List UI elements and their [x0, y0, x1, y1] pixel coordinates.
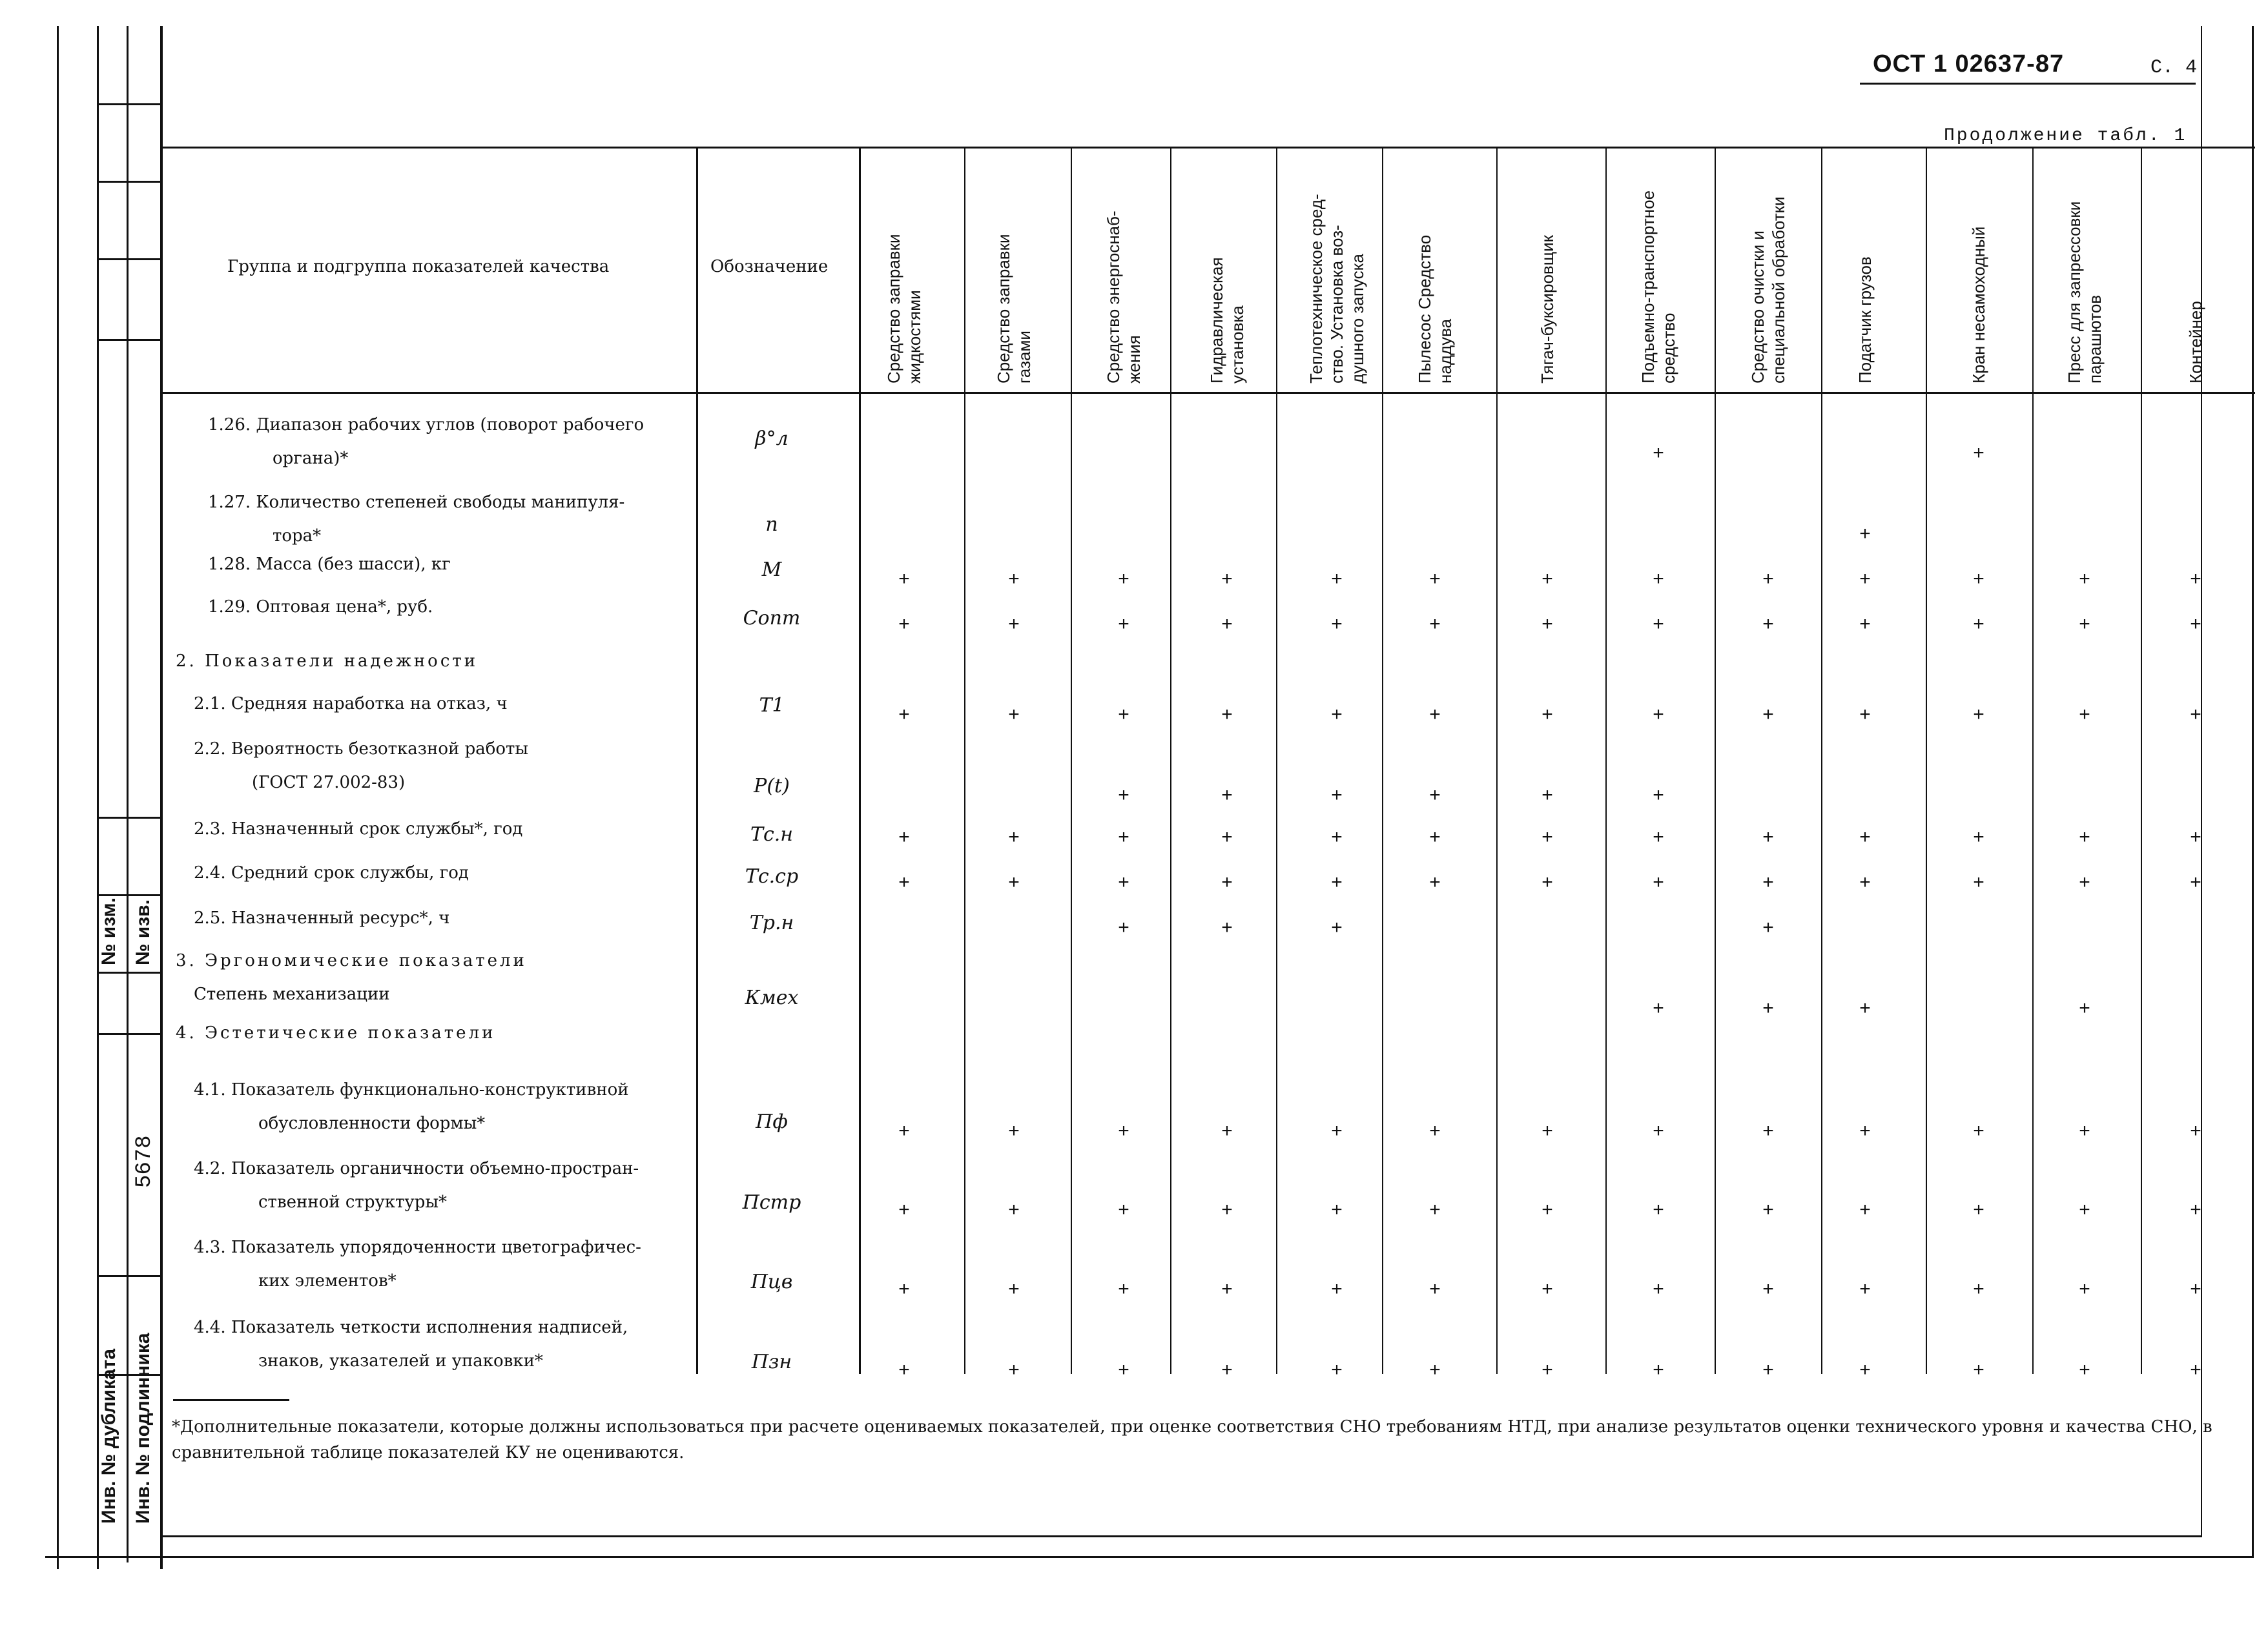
indicator-label	[194, 901, 449, 935]
indicator-label	[194, 687, 508, 721]
indicator-label	[194, 1231, 641, 1298]
column-header	[1306, 194, 1368, 384]
indicator-symbol: М	[761, 558, 782, 581]
applicability-mark: +	[1541, 568, 1553, 589]
applicability-mark: +	[1973, 826, 1984, 848]
applicability-mark: +	[1331, 1120, 1343, 1142]
column-divider	[1071, 147, 1072, 1374]
indicator-label-line: знаков, указателей и упаковки*	[258, 1351, 543, 1371]
applicability-mark: +	[1541, 1120, 1553, 1142]
table-top-rule	[163, 147, 2255, 149]
indicator-label-line: тора*	[273, 526, 322, 546]
document-code: ОСТ 1 02637-87	[1873, 50, 2065, 77]
applicability-mark: +	[1653, 704, 1664, 725]
applicability-mark: +	[1331, 1199, 1343, 1220]
column-header-line: Пресс для запрессовки	[2065, 201, 2084, 384]
column-divider	[1605, 147, 1607, 1374]
indicator-label-line: 2.3. Назначенный срок службы*, год	[194, 819, 523, 839]
column-header-line: жидкостями	[905, 290, 924, 384]
applicability-mark: +	[1118, 613, 1129, 635]
applicability-mark: +	[1859, 826, 1871, 848]
strip-label-orig: Инв. № подлинника	[132, 1333, 154, 1524]
column-header	[1968, 227, 1989, 384]
applicability-mark: +	[1331, 917, 1343, 938]
applicability-mark: +	[1653, 442, 1664, 464]
applicability-mark: +	[898, 1278, 910, 1300]
applicability-mark: +	[1762, 872, 1774, 893]
applicability-mark: +	[1541, 872, 1553, 893]
indicator-label	[208, 590, 433, 624]
column-divider	[696, 147, 698, 1374]
column-header-line: душного запуска	[1348, 253, 1367, 384]
footnote: *Дополнительные показатели, которые должны использоваться при расчете оцениваемых показателей, при оценке соответствия СНО требованиям НТД, при анализе результатов оценки технического уровня и качества СНО, в сравнительной таблице показателей КУ не оцениваются.	[172, 1417, 2212, 1462]
applicability-mark: +	[1541, 1199, 1553, 1220]
applicability-mark: +	[1653, 1199, 1664, 1220]
indicator-label-line: 4.4. Показатель четкости исполнения надписей,	[194, 1318, 628, 1337]
applicability-mark: +	[1429, 1120, 1441, 1142]
column-header-line: специальной обработки	[1769, 196, 1788, 384]
applicability-mark: +	[1008, 1120, 1020, 1142]
applicability-mark: +	[898, 568, 910, 589]
column-header-line: Контейнер	[2186, 301, 2205, 384]
applicability-mark: +	[1429, 1359, 1441, 1380]
indicator-label	[208, 408, 644, 475]
applicability-mark: +	[898, 1120, 910, 1142]
column-header-line: Средство заправки	[884, 234, 903, 384]
indicator-symbol: β°л	[755, 427, 789, 450]
indicator-label	[194, 812, 522, 846]
column-header-line: парашютов	[2085, 294, 2105, 384]
applicability-mark: +	[898, 1359, 910, 1380]
applicability-mark: +	[1973, 704, 1984, 725]
column-header	[993, 234, 1035, 384]
indicator-label-line: 2. Показатели надежности	[176, 651, 479, 671]
applicability-mark: +	[2190, 704, 2201, 725]
applicability-mark: +	[1762, 917, 1774, 938]
column-header	[1537, 235, 1558, 384]
indicator-label	[194, 856, 469, 890]
applicability-mark: +	[1859, 872, 1871, 893]
applicability-mark: +	[1859, 998, 1871, 1019]
applicability-mark: +	[1429, 568, 1441, 589]
indicator-label	[194, 1311, 628, 1378]
applicability-mark: +	[1331, 826, 1343, 848]
applicability-mark: +	[1429, 872, 1441, 893]
indicator-symbol: Сопт	[743, 607, 801, 630]
applicability-mark: +	[1653, 784, 1664, 806]
column-header	[883, 234, 925, 384]
applicability-mark: +	[1331, 568, 1343, 589]
frame-right	[2252, 26, 2254, 1558]
applicability-mark: +	[1541, 826, 1553, 848]
indicator-label	[194, 732, 528, 799]
applicability-mark: +	[1653, 1120, 1664, 1142]
column-header-line: Теплотехническое сред-	[1306, 194, 1326, 384]
table-header-rule	[163, 392, 2255, 394]
column-header	[1414, 235, 1456, 384]
indicator-label	[194, 1073, 629, 1140]
indicator-label-line: органа)*	[273, 449, 349, 468]
section-heading	[176, 1016, 495, 1050]
column-header-line: Гидравлическая	[1207, 257, 1226, 384]
applicability-mark: +	[1429, 613, 1441, 635]
indicator-label-line: 2.5. Назначенный ресурс*, ч	[194, 908, 450, 928]
column-header-line: Подъемно-транспортное	[1638, 190, 1658, 384]
applicability-mark: +	[1008, 568, 1020, 589]
applicability-mark: +	[1541, 704, 1553, 725]
applicability-mark: +	[2190, 613, 2201, 635]
applicability-mark: +	[1331, 784, 1343, 806]
applicability-mark: +	[1541, 784, 1553, 806]
applicability-mark: +	[2190, 1120, 2201, 1142]
applicability-mark: +	[1541, 613, 1553, 635]
strip-tick	[97, 103, 160, 105]
applicability-mark: +	[1762, 1359, 1774, 1380]
inventory-number: 5678	[132, 1135, 157, 1188]
strip-tick	[97, 972, 160, 974]
frame-bottom	[45, 1556, 2254, 1558]
continuation-note: Продолжение табл. 1	[1944, 126, 2187, 146]
strip-label-doc: № изв.	[132, 899, 154, 965]
column-header-line: Кран несамоходный	[1969, 226, 1988, 384]
applicability-mark: +	[1118, 784, 1129, 806]
column-header-line: жения	[1124, 335, 1144, 384]
section-heading	[176, 944, 527, 978]
applicability-mark: +	[1221, 1359, 1233, 1380]
applicability-mark: +	[1653, 826, 1664, 848]
applicability-mark: +	[1331, 1278, 1343, 1300]
applicability-mark: +	[1118, 1120, 1129, 1142]
applicability-mark: +	[898, 613, 910, 635]
applicability-mark: +	[1008, 1359, 1020, 1380]
indicator-label-line: обусловленности формы*	[258, 1114, 486, 1133]
applicability-mark: +	[1008, 1278, 1020, 1300]
applicability-mark: +	[898, 1199, 910, 1220]
applicability-mark: +	[1859, 613, 1871, 635]
applicability-mark: +	[1429, 826, 1441, 848]
applicability-mark: +	[2079, 568, 2090, 589]
column-header-line: Податчик грузов	[1855, 256, 1875, 384]
applicability-mark: +	[1973, 1278, 1984, 1300]
applicability-mark: +	[2079, 1278, 2090, 1300]
applicability-mark: +	[2079, 1120, 2090, 1142]
applicability-mark: +	[1859, 1359, 1871, 1380]
applicability-mark: +	[2190, 826, 2201, 848]
applicability-mark: +	[1973, 568, 1984, 589]
applicability-mark: +	[1429, 1278, 1441, 1300]
applicability-mark: +	[898, 826, 910, 848]
strip-outer-line	[57, 26, 59, 1569]
applicability-mark: +	[1008, 704, 1020, 725]
applicability-mark: +	[1973, 1359, 1984, 1380]
applicability-mark: +	[1653, 568, 1664, 589]
applicability-mark: +	[2079, 1199, 2090, 1220]
section-heading	[176, 644, 478, 678]
indicator-label-line: 1.28. Масса (без шасси), кг	[208, 555, 451, 574]
column-header-line: средство	[1659, 312, 1678, 384]
column-header-line: газами	[1015, 331, 1034, 384]
page-number: С. 4	[2150, 57, 2198, 79]
column-divider	[1276, 147, 1277, 1374]
applicability-mark: +	[1118, 568, 1129, 589]
strip-tick	[97, 894, 160, 896]
applicability-mark: +	[1118, 826, 1129, 848]
applicability-mark: +	[1653, 872, 1664, 893]
indicator-label-line: 4.2. Показатель органичности объемно-простран-	[194, 1159, 639, 1178]
column-header	[1206, 257, 1248, 384]
applicability-mark: +	[1973, 1199, 1984, 1220]
applicability-mark: +	[1429, 704, 1441, 725]
applicability-mark: +	[1221, 704, 1233, 725]
indicator-label-line: 2.4. Средний срок службы, год	[194, 863, 469, 883]
applicability-mark: +	[2079, 613, 2090, 635]
indicator-label-line: 2.1. Средняя наработка на отказ, ч	[194, 694, 508, 713]
applicability-mark: +	[1008, 613, 1020, 635]
indicator-symbol: Т1	[759, 694, 785, 717]
applicability-mark: +	[1008, 872, 1020, 893]
indicator-label-line: ственной структуры*	[258, 1193, 448, 1212]
applicability-mark: +	[1331, 1359, 1343, 1380]
indicator-label-line: Степень механизации	[194, 985, 390, 1004]
strip-tick	[97, 1275, 160, 1277]
applicability-mark: +	[898, 704, 910, 725]
applicability-mark: +	[2190, 1199, 2201, 1220]
column-header	[1747, 196, 1789, 384]
applicability-mark: +	[1859, 523, 1871, 544]
indicator-label-line: 1.29. Оптовая цена*, руб.	[208, 597, 433, 617]
column-header-line: Средство очистки и	[1748, 230, 1768, 384]
applicability-mark: +	[1762, 1278, 1774, 1300]
column-header-line: Тягач-буксировщик	[1538, 234, 1557, 384]
applicability-mark: +	[1762, 826, 1774, 848]
indicator-symbol: Пстр	[742, 1191, 801, 1214]
applicability-mark: +	[1653, 1359, 1664, 1380]
applicability-mark: +	[1973, 872, 1984, 893]
indicator-symbol: Тс.ср	[745, 865, 799, 888]
indicator-label	[194, 978, 390, 1011]
applicability-mark: +	[1221, 1120, 1233, 1142]
applicability-mark: +	[1221, 1278, 1233, 1300]
column-header	[2064, 201, 2105, 384]
column-divider	[964, 147, 965, 1374]
applicability-mark: +	[1762, 704, 1774, 725]
indicator-label-line: 1.27. Количество степеней свободы манипуля-	[208, 493, 625, 512]
strip-tick	[97, 181, 160, 183]
applicability-mark: +	[1762, 568, 1774, 589]
indicator-symbol: Пцв	[750, 1271, 793, 1293]
applicability-mark: +	[1762, 613, 1774, 635]
indicator-symbol: п	[765, 513, 778, 536]
applicability-mark: +	[1653, 613, 1664, 635]
applicability-mark: +	[1221, 784, 1233, 806]
column-header-line: Пылесос Средство	[1415, 234, 1434, 384]
applicability-mark: +	[1859, 1120, 1871, 1142]
applicability-mark: +	[1429, 784, 1441, 806]
column-divider	[1715, 147, 1716, 1374]
indicator-symbol: Тр.н	[749, 912, 794, 934]
applicability-mark: +	[1221, 1199, 1233, 1220]
strip-tick	[97, 258, 160, 260]
indicator-label-line: 4.1. Показатель функционально-конструктивной	[194, 1080, 629, 1100]
applicability-mark: +	[1762, 998, 1774, 1019]
strip-tick	[97, 817, 160, 819]
applicability-mark: +	[1118, 1278, 1129, 1300]
applicability-mark: +	[1653, 1278, 1664, 1300]
applicability-mark: +	[2190, 872, 2201, 893]
column-divider	[859, 147, 861, 1374]
applicability-mark: +	[898, 872, 910, 893]
applicability-mark: +	[1973, 442, 1984, 464]
applicability-mark: +	[2079, 1359, 2090, 1380]
applicability-mark: +	[1331, 704, 1343, 725]
column-divider	[1821, 147, 1822, 1374]
applicability-mark: +	[2079, 826, 2090, 848]
applicability-mark: +	[1008, 1199, 1020, 1220]
applicability-mark: +	[1118, 704, 1129, 725]
applicability-mark: +	[1331, 872, 1343, 893]
column-header-line: Средство заправки	[994, 234, 1013, 384]
column-header	[1103, 210, 1144, 384]
doc-code-underline	[1860, 83, 2196, 85]
strip-label-dup: Инв. № дубликата	[98, 1348, 119, 1524]
applicability-mark: +	[2190, 1359, 2201, 1380]
applicability-mark: +	[2190, 568, 2201, 589]
applicability-mark: +	[1859, 1278, 1871, 1300]
frame-inner-right	[2201, 26, 2202, 1537]
applicability-mark: +	[1118, 1359, 1129, 1380]
symbol-header: Обозначение	[710, 257, 829, 276]
indicator-label-line: 2.2. Вероятность безотказной работы	[194, 739, 529, 759]
applicability-mark: +	[1973, 1120, 1984, 1142]
indicator-label-line: (ГОСТ 27.002-83)	[252, 773, 406, 792]
indicator-label-line: ких элементов*	[258, 1271, 397, 1291]
applicability-mark: +	[1653, 998, 1664, 1019]
column-header-line: Средство энергоснаб-	[1104, 210, 1123, 384]
indicator-label	[208, 486, 624, 553]
applicability-mark: +	[1973, 613, 1984, 635]
column-header	[1638, 190, 1679, 384]
applicability-mark: +	[1221, 568, 1233, 589]
applicability-mark: +	[2190, 1278, 2201, 1300]
strip-label-change: № изм.	[98, 897, 119, 965]
indicator-label-line: 1.26. Диапазон рабочих углов (поворот рабочего	[208, 415, 644, 435]
column-header-line: ство. Установка воз-	[1327, 225, 1346, 384]
column-header-line: установка	[1228, 305, 1247, 384]
applicability-mark: +	[2079, 998, 2090, 1019]
applicability-mark: +	[1221, 872, 1233, 893]
indicator-label-line: 4. Эстетические показатели	[176, 1023, 496, 1043]
frame-inner-bottom	[161, 1535, 2202, 1537]
indicator-label-line: 4.3. Показатель упорядоченности цветографичес-	[194, 1238, 641, 1257]
column-header	[2185, 301, 2206, 384]
strip-inner-line	[127, 26, 129, 1562]
group-header: Группа и подгруппа показателей качества	[227, 257, 610, 276]
applicability-mark: +	[1762, 1120, 1774, 1142]
indicator-symbol: Пзн	[751, 1351, 792, 1373]
applicability-mark: +	[1221, 826, 1233, 848]
applicability-mark: +	[1859, 704, 1871, 725]
applicability-mark: +	[1859, 568, 1871, 589]
column-divider	[2141, 147, 2142, 1374]
applicability-mark: +	[1762, 1199, 1774, 1220]
applicability-mark: +	[1541, 1278, 1553, 1300]
applicability-mark: +	[2079, 704, 2090, 725]
applicability-mark: +	[1221, 613, 1233, 635]
column-divider	[1926, 147, 1927, 1374]
indicator-symbol: Тс.н	[750, 823, 794, 846]
applicability-mark: +	[1331, 613, 1343, 635]
indicator-label	[194, 1152, 639, 1219]
column-divider	[2032, 147, 2034, 1374]
applicability-mark: +	[2079, 872, 2090, 893]
indicator-label	[208, 548, 451, 581]
applicability-mark: +	[1429, 1199, 1441, 1220]
indicator-symbol: Пф	[756, 1111, 788, 1133]
strip-mid-line	[97, 26, 99, 1569]
strip-tick	[97, 339, 160, 341]
column-header	[1855, 256, 1875, 384]
applicability-mark: +	[1118, 872, 1129, 893]
strip-tick	[97, 1033, 160, 1035]
applicability-mark: +	[1008, 826, 1020, 848]
footnote-rule	[173, 1399, 289, 1401]
column-divider	[1496, 147, 1498, 1374]
column-divider	[1382, 147, 1383, 1374]
indicator-label-line: 3. Эргономические показатели	[176, 951, 527, 970]
indicator-symbol: Р(t)	[754, 775, 790, 797]
applicability-mark: +	[1541, 1359, 1553, 1380]
strip-right-line	[160, 26, 163, 1569]
column-divider	[1170, 147, 1171, 1374]
column-header-line: наддува	[1436, 318, 1455, 384]
applicability-mark: +	[1221, 917, 1233, 938]
applicability-mark: +	[1859, 1199, 1871, 1220]
indicator-symbol: Кмех	[745, 987, 799, 1009]
applicability-mark: +	[1118, 917, 1129, 938]
applicability-mark: +	[1118, 1199, 1129, 1220]
